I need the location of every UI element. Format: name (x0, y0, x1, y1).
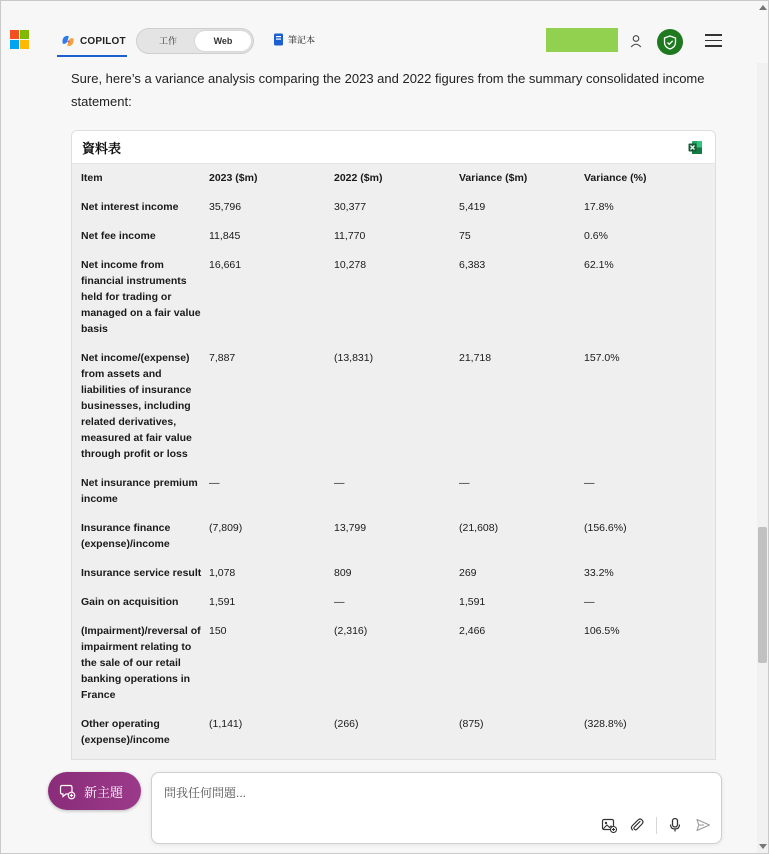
table-row (81, 344, 711, 469)
table-row (81, 514, 711, 559)
toggle-work[interactable]: 工作 (158, 36, 177, 46)
row-variance-percent: 0.6% (584, 230, 608, 242)
toggle-web[interactable]: Web (195, 31, 251, 51)
row-variance-amount: — (459, 477, 470, 489)
row-2022: — (334, 596, 345, 608)
row-variance-amount: 6,383 (459, 259, 486, 271)
row-item: Net fee income (81, 230, 156, 242)
row-2023: (1,141) (209, 718, 243, 730)
table-row (81, 469, 711, 514)
row-2023: 1,591 (209, 596, 236, 608)
person-icon[interactable] (629, 34, 643, 48)
row-item: Net income/(expense) from assets and liabilities of insurance businesses, including related derivatives, measured at fair value through profit or loss (81, 352, 192, 460)
row-variance-percent: — (584, 477, 595, 489)
row-2022: 30,377 (334, 201, 367, 213)
notebook-icon (273, 33, 284, 46)
send-icon[interactable] (695, 817, 711, 833)
row-variance-percent: (156.6%) (584, 522, 627, 534)
table-row (81, 251, 711, 344)
row-item: Net insurance premium income (81, 477, 198, 505)
column-header-item: Item (81, 172, 103, 184)
row-variance-amount: 2,466 (459, 625, 486, 637)
row-variance-amount: 21,718 (459, 352, 492, 364)
row-item: Other operating (expense)/income (81, 718, 170, 746)
row-2022: (13,831) (334, 352, 374, 364)
row-2022: 13,799 (334, 522, 367, 534)
notebook-label: 筆記本 (288, 35, 316, 45)
variance-table (81, 164, 711, 755)
row-variance-amount: (21,608) (459, 522, 499, 534)
data-table-title: 資料表 (82, 140, 122, 156)
tab-copilot[interactable] (57, 27, 127, 57)
data-table-card (71, 130, 716, 760)
toolbar-divider (656, 817, 657, 834)
row-item: Net interest income (81, 201, 179, 213)
row-2023: 7,887 (209, 352, 236, 364)
row-2023: 16,661 (209, 259, 242, 271)
table-row (81, 222, 711, 251)
row-2023: 35,796 (209, 201, 242, 213)
row-item: Insurance service result (81, 567, 202, 579)
microsoft-logo-icon[interactable] (10, 30, 30, 50)
row-variance-percent: 62.1% (584, 259, 614, 271)
row-variance-percent: 17.8% (584, 201, 614, 213)
row-variance-percent: 33.2% (584, 567, 614, 579)
scroll-up-arrow-icon[interactable] (759, 5, 767, 10)
top-bar (1, 1, 768, 63)
scrollbar-track[interactable] (757, 63, 768, 853)
column-header-variance-amount: Variance ($m) (459, 172, 528, 184)
excel-icon[interactable] (688, 140, 703, 155)
column-header-2022: 2022 ($m) (334, 172, 383, 184)
row-variance-percent: 157.0% (584, 352, 620, 364)
row-variance-amount: (875) (459, 718, 484, 730)
table-row (81, 710, 711, 755)
row-2023: — (209, 477, 220, 489)
scroll-down-arrow-icon[interactable] (759, 844, 767, 849)
column-header-2023: 2023 ($m) (209, 172, 258, 184)
attachment-icon[interactable] (629, 817, 645, 833)
row-item: Gain on acquisition (81, 596, 179, 608)
copilot-icon (61, 34, 75, 48)
compose-box (151, 772, 722, 844)
new-topic-label: 新主題 (84, 784, 124, 800)
copilot-label: COPILOT (80, 35, 126, 47)
table-row (81, 193, 711, 222)
row-variance-amount: 1,591 (459, 596, 486, 608)
row-2023: (7,809) (209, 522, 243, 534)
row-variance-amount: 5,419 (459, 201, 486, 213)
row-2022: 10,278 (334, 259, 367, 271)
tab-notebook[interactable] (273, 33, 315, 46)
row-variance-amount: 75 (459, 230, 471, 242)
table-header-row (81, 164, 711, 193)
microphone-icon[interactable] (667, 817, 683, 833)
row-item: (Impairment)/reversal of impairment relating to the sale of our retail banking operations in France (81, 625, 201, 701)
row-2023: 11,845 (209, 230, 241, 242)
avatar[interactable] (657, 29, 683, 55)
shield-check-icon (663, 35, 677, 50)
table-row (81, 588, 711, 617)
scrollbar-thumb[interactable] (758, 527, 767, 663)
row-2022: (2,316) (334, 625, 368, 637)
row-item: Net income from financial instruments held for trading or managed on a fair value basis (81, 259, 201, 335)
row-2022: (266) (334, 718, 359, 730)
table-row (81, 617, 711, 710)
row-variance-amount: 269 (459, 567, 477, 579)
data-table-header (72, 131, 715, 164)
row-2023: 150 (209, 625, 227, 637)
row-variance-percent: (328.8%) (584, 718, 627, 730)
column-header-variance-percent: Variance (%) (584, 172, 647, 184)
image-upload-icon[interactable] (601, 817, 617, 833)
redacted-block (546, 28, 618, 52)
row-2023: 1,078 (209, 567, 236, 579)
table-row (81, 559, 711, 588)
row-2022: — (334, 477, 345, 489)
row-2022: 809 (334, 567, 352, 579)
work-web-toggle[interactable] (136, 28, 254, 54)
row-variance-percent: — (584, 596, 595, 608)
hamburger-menu-icon[interactable] (705, 34, 722, 47)
row-item: Insurance finance (expense)/income (81, 522, 171, 550)
new-chat-icon (59, 783, 76, 800)
row-2022: 11,770 (334, 230, 366, 242)
assistant-message-intro: Sure, here’s a variance analysis comparing the 2023 and 2022 figures from the summary consolidated income statement: (71, 71, 705, 109)
new-topic-button[interactable] (48, 772, 141, 810)
row-variance-percent: 106.5% (584, 625, 620, 637)
chat-input[interactable] (164, 783, 704, 803)
